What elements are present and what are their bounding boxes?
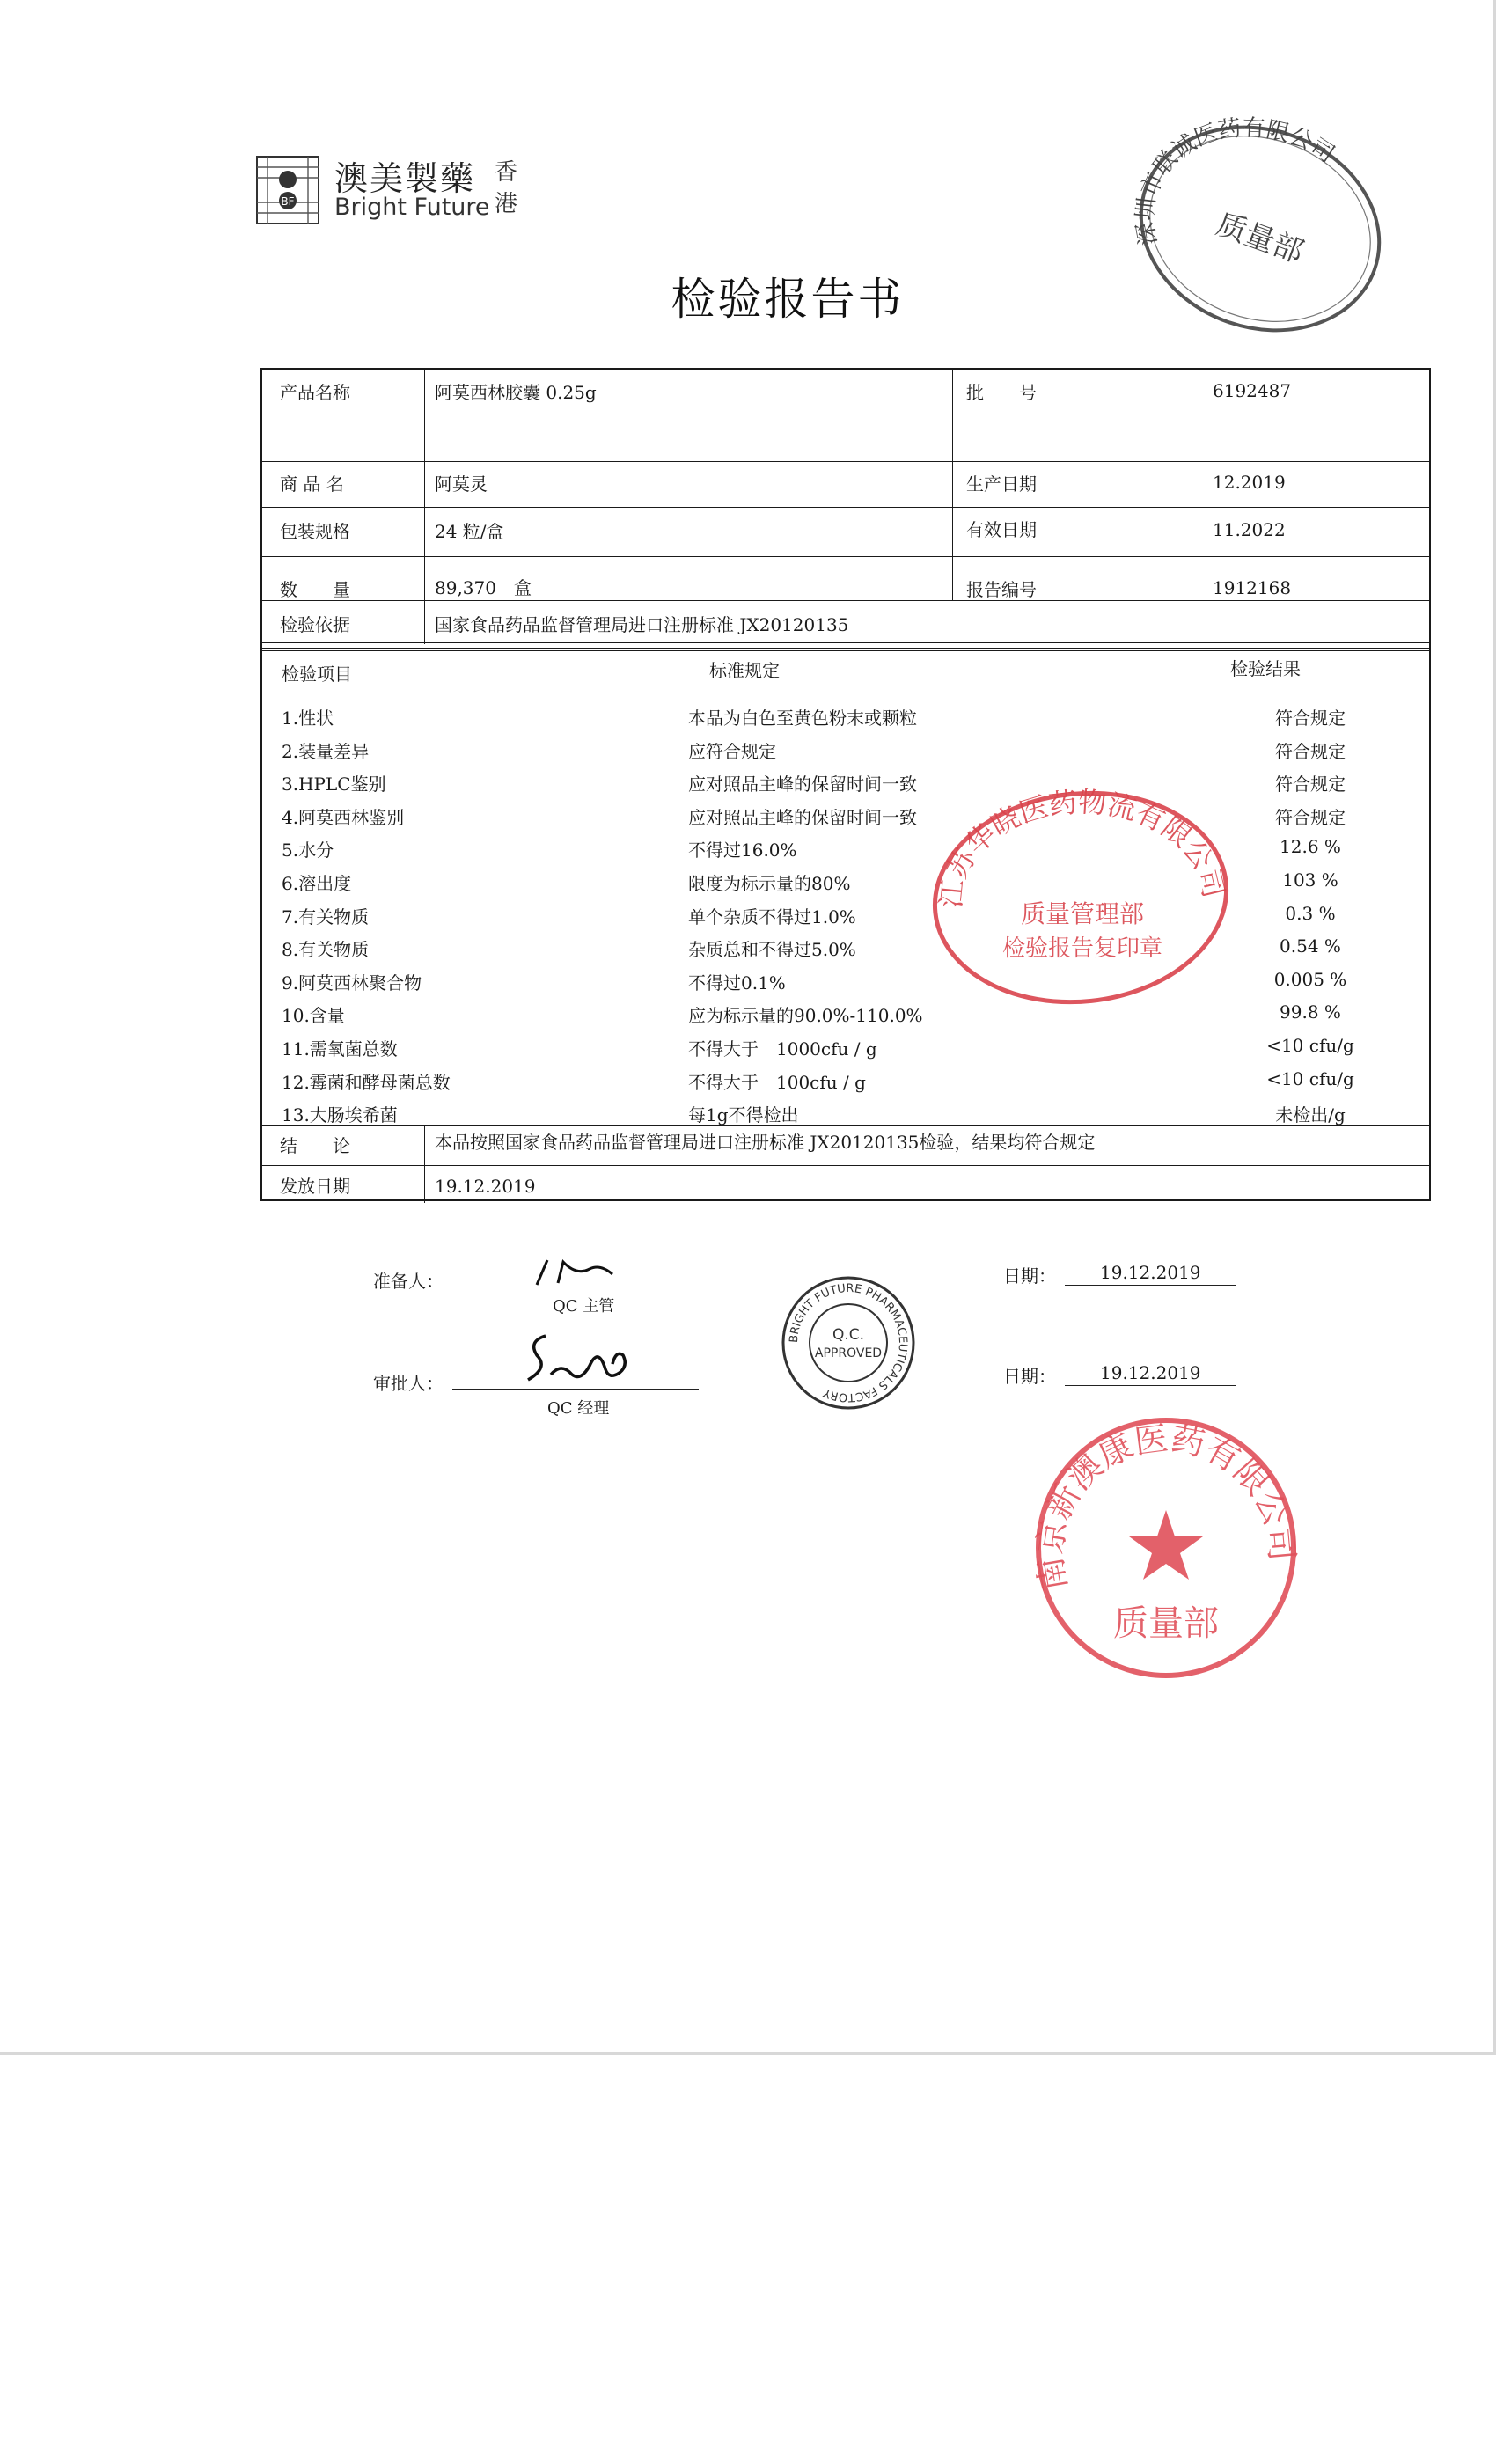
test-item-name: 9.阿莫西林聚合物 (282, 972, 422, 994)
date-value-2: 19.12.2019 (1100, 1362, 1201, 1383)
conclusion-value: 本品按照国家食品药品监督管理局进口注册标准 JX20120135检验，结果均符合规定 (435, 1132, 1096, 1153)
brand-name-en: Bright Future (334, 194, 490, 221)
svg-text:南京新澳康医药有限公司 (1030, 1419, 1302, 1594)
test-item-row (282, 1030, 1376, 1062)
test-item-standard: 应符合规定 (688, 740, 776, 762)
test-item-name: 2.装量差异 (282, 740, 370, 762)
inspection-report-table (260, 368, 1431, 1201)
svg-text:江苏华晓医药物流有限公司 (934, 785, 1230, 909)
test-item-standard: 本品为白色至黄色粉末或颗粒 (688, 708, 917, 729)
page-title-text: 检验报告书 (671, 274, 905, 325)
test-item-result: 符合规定 (1275, 740, 1346, 762)
basis-value: 国家食品药品监督管理局进口注册标准 JX20120135 (435, 614, 849, 635)
qc-stamp-line2: APPROVED (814, 1346, 883, 1360)
test-item-name: 7.有关物质 (282, 906, 370, 928)
items-header-result: 检验结果 (1230, 658, 1301, 679)
date-value-1: 19.12.2019 (1100, 1262, 1201, 1283)
test-item-standard: 单个杂质不得过1.0% (688, 906, 856, 928)
test-item-standard: 不得过16.0% (688, 840, 797, 862)
test-item-name: 10.含量 (282, 1005, 345, 1027)
product-name-label: 产品名称 (280, 382, 350, 403)
batch-no-value: 6192487 (1213, 380, 1292, 401)
test-item-name: 3.HPLC鉴别 (282, 774, 386, 796)
stamp-gray-dept: 质量部 (1211, 206, 1309, 271)
star-icon (1129, 1510, 1203, 1580)
quantity-label: 数 量 (280, 579, 350, 600)
test-item-row (282, 1096, 1376, 1128)
test-item-row (282, 732, 1376, 765)
logo-mark-text: BF (281, 195, 295, 208)
test-item-name: 5.水分 (282, 840, 334, 862)
test-item-standard: 杂质总和不得过5.0% (688, 939, 856, 961)
qc-stamp-line1: Q.C. (832, 1326, 865, 1344)
test-item-standard: 不得大于 100cfu / g (688, 1071, 866, 1093)
test-item-name: 6.溶出度 (282, 873, 352, 894)
test-item-row (282, 699, 1376, 731)
release-date-label: 发放日期 (280, 1176, 350, 1197)
quality-dept-stamp-red (1030, 1412, 1302, 1684)
date-label-1: 日期： (1003, 1265, 1056, 1287)
test-item-name: 8.有关物质 (282, 939, 370, 961)
test-item-row (282, 1063, 1376, 1096)
test-item-standard: 应对照品主峰的保留时间一致 (688, 774, 917, 796)
test-item-standard: 限度为标示量的80% (688, 873, 851, 894)
approved-by-label: 审批人： (373, 1373, 444, 1394)
test-item-name: 13.大肠埃希菌 (282, 1104, 398, 1126)
batch-no-label: 批 号 (966, 382, 1037, 403)
company-logo (255, 151, 546, 231)
package-value: 24 粒/盒 (435, 521, 504, 542)
test-item-name: 1.性状 (282, 708, 334, 729)
mfg-date-label: 生产日期 (966, 473, 1037, 495)
test-item-result: <10 cfu/g (1266, 1067, 1354, 1089)
package-label: 包装规格 (280, 521, 350, 542)
approved-signature (510, 1320, 651, 1390)
approved-role: QC 经理 (547, 1399, 610, 1418)
qc-approved-stamp (780, 1274, 917, 1412)
test-item-result: 0.005 % (1273, 968, 1347, 990)
stamp-red-dept: 质量管理部 (1020, 899, 1145, 928)
company-stamp-gray (1128, 106, 1392, 352)
test-item-result: 99.8 % (1280, 1001, 1341, 1023)
test-item-result: 符合规定 (1275, 708, 1346, 729)
report-no-label: 报告编号 (966, 579, 1037, 600)
quantity-value: 89,370 盒 (435, 577, 532, 598)
items-header-item: 检验项目 (282, 664, 352, 685)
stamp-gray-company: 深圳市联诚医药有限公司 (1132, 114, 1339, 247)
test-item-standard: 不得过0.1% (688, 972, 786, 994)
test-item-result: 符合规定 (1275, 806, 1346, 828)
trade-name-value: 阿莫灵 (435, 473, 488, 495)
items-header-standard: 标准规定 (709, 660, 780, 681)
brand-name-cn: 澳美製藥 (334, 159, 476, 198)
stamp-bottom-company: 南京新澳康医药有限公司 (1030, 1419, 1302, 1595)
stamp-bottom-dept: 质量部 (1113, 1603, 1219, 1644)
copy-stamp-red (922, 774, 1239, 1012)
test-item-standard: 应对照品主峰的保留时间一致 (688, 806, 917, 828)
prepared-by-label: 准备人： (373, 1271, 444, 1292)
report-no-value: 1912168 (1213, 577, 1292, 598)
brand-region: 香港 (495, 159, 518, 217)
prepared-role: QC 主管 (553, 1297, 615, 1316)
test-item-standard: 应为标示量的90.0%-110.0% (688, 1005, 923, 1027)
bf-logo-icon (255, 155, 320, 225)
qc-stamp-ring: BRIGHT FUTURE PHARMACEUTICALS FACTORY (787, 1281, 910, 1404)
trade-name-label: 商 品 名 (280, 473, 344, 495)
test-item-name: 11.需氧菌总数 (282, 1038, 398, 1060)
test-item-result: 103 % (1282, 869, 1338, 891)
expiry-value: 11.2022 (1213, 519, 1286, 540)
prepared-signature (528, 1250, 642, 1294)
stamp-red-company: 江苏华晓医药物流有限公司 (934, 785, 1231, 910)
stamp-red-purpose: 检验报告复印章 (1001, 935, 1163, 962)
product-name-value: 阿莫西林胶囊 0.25g (435, 382, 597, 403)
mfg-date-value: 12.2019 (1213, 472, 1286, 493)
test-item-standard: 每1g不得检出 (688, 1104, 799, 1126)
basis-label: 检验依据 (280, 614, 350, 635)
test-item-result: 0.54 % (1280, 935, 1341, 957)
expiry-label: 有效日期 (966, 519, 1037, 540)
test-item-result: 0.3 % (1285, 902, 1336, 924)
date-label-2: 日期： (1003, 1366, 1056, 1387)
test-item-result: <10 cfu/g (1266, 1035, 1354, 1056)
test-item-standard: 不得大于 1000cfu / g (688, 1038, 877, 1060)
test-item-result: 12.6 % (1280, 836, 1341, 858)
test-item-result: 未检出/g (1275, 1104, 1346, 1126)
conclusion-label: 结 论 (280, 1135, 350, 1156)
test-item-result: 符合规定 (1275, 774, 1346, 796)
release-date-value: 19.12.2019 (435, 1176, 536, 1197)
test-item-name: 12.霉菌和酵母菌总数 (282, 1071, 451, 1093)
test-item-name: 4.阿莫西林鉴别 (282, 806, 405, 828)
